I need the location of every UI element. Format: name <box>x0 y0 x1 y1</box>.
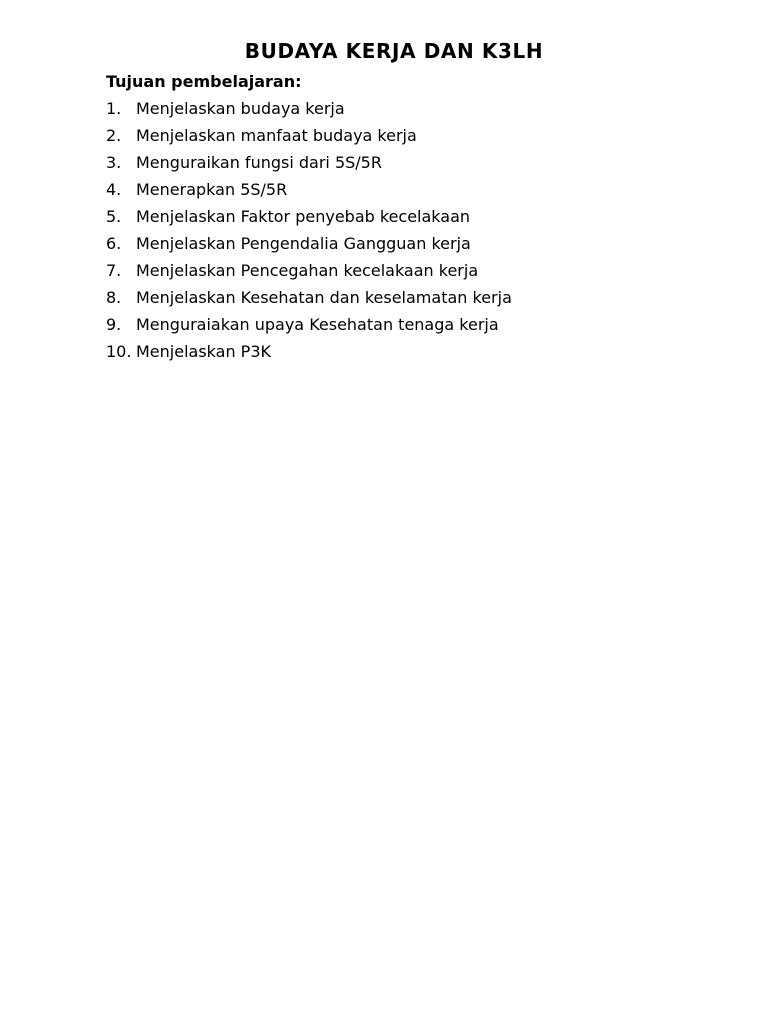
list-item <box>106 179 512 206</box>
list-item <box>106 287 512 314</box>
list-item <box>106 152 512 179</box>
list-item-text: Menjelaskan P3K <box>136 342 271 361</box>
list-item-text: Menjelaskan Faktor penyebab kecelakaan <box>136 207 471 226</box>
learning-objectives-heading: Tujuan pembelajaran: <box>106 72 302 91</box>
list-item-text: Menjelaskan Kesehatan dan keselamatan kerja <box>136 288 512 307</box>
list-item-number: 3. <box>106 153 122 172</box>
list-item-number: 10. <box>106 342 132 361</box>
list-item <box>106 98 512 125</box>
list-item-number: 8. <box>106 288 122 307</box>
list-item-number: 6. <box>106 234 122 253</box>
list-item <box>106 260 512 287</box>
list-item-text: Menjelaskan Pengendalia Gangguan kerja <box>136 234 471 253</box>
list-item-text: Menjelaskan Pencegahan kecelakaan kerja <box>136 261 479 280</box>
list-item <box>106 125 512 152</box>
list-item-text: Menguraiakan upaya Kesehatan tenaga kerja <box>136 315 499 334</box>
list-item-number: 1. <box>106 99 122 118</box>
list-item-number: 4. <box>106 180 122 199</box>
list-item <box>106 341 512 368</box>
list-item <box>106 233 512 260</box>
list-item-number: 7. <box>106 261 122 280</box>
list-item-text: Menjelaskan manfaat budaya kerja <box>136 126 417 145</box>
document-title: BUDAYA KERJA DAN K3LH <box>244 39 544 63</box>
list-item-text: Menguraikan fungsi dari 5S/5R <box>136 153 382 172</box>
list-item <box>106 314 512 341</box>
list-item-number: 5. <box>106 207 122 226</box>
learning-objectives-list <box>106 98 512 368</box>
list-item-number: 2. <box>106 126 122 145</box>
list-item-text: Menerapkan 5S/5R <box>136 180 288 199</box>
list-item-text: Menjelaskan budaya kerja <box>136 99 345 118</box>
list-item-number: 9. <box>106 315 122 334</box>
list-item <box>106 206 512 233</box>
